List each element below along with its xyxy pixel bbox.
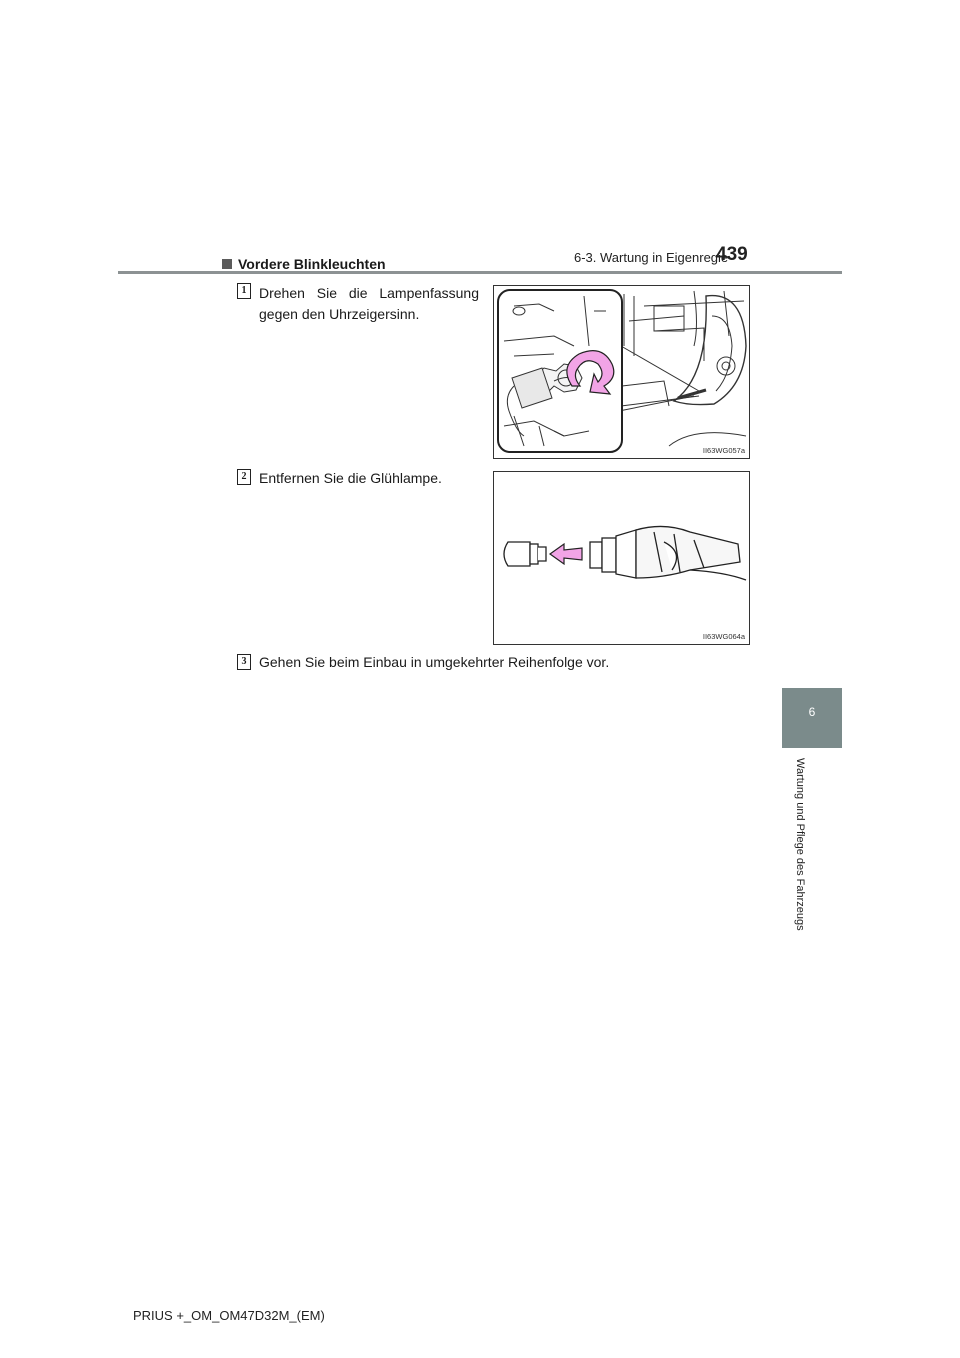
footer-document-code: PRIUS +_OM_OM47D32M_(EM)	[133, 1308, 325, 1323]
step-1-line-2: gegen den Uhrzeigersinn.	[259, 306, 420, 322]
step-number-1: 1	[237, 283, 251, 299]
page-number: 439	[716, 244, 748, 265]
figure-2-code: II63WG064a	[702, 632, 745, 641]
step-2-text: Entfernen Sie die Glühlampe.	[259, 470, 442, 486]
square-bullet-icon	[222, 259, 232, 269]
figure-1-lamp-socket	[493, 285, 750, 459]
bulb-removal-illustration	[494, 472, 748, 643]
step-number-2: 2	[237, 469, 251, 485]
step-3-text: Gehen Sie beim Einbau in umgekehrter Reihenfolge vor.	[259, 654, 610, 670]
step-1-line-1: Drehen Sie die Lampenfassung	[259, 285, 479, 301]
figure-2-bulb-removal	[493, 471, 750, 645]
chapter-title-vertical: Wartung und Pflege des Fahrzeugs	[794, 758, 806, 931]
section-title	[222, 256, 386, 272]
step-number-3: 3	[237, 654, 251, 670]
lamp-socket-illustration	[494, 286, 748, 457]
section-title-text: Vordere Blinkleuchten	[238, 256, 386, 272]
chapter-tab: 6	[782, 688, 842, 748]
figure-1-code: II63WG057a	[702, 446, 745, 455]
header-section-title: 6-3. Wartung in Eigenregie	[574, 250, 729, 265]
step-1-text	[259, 283, 479, 325]
